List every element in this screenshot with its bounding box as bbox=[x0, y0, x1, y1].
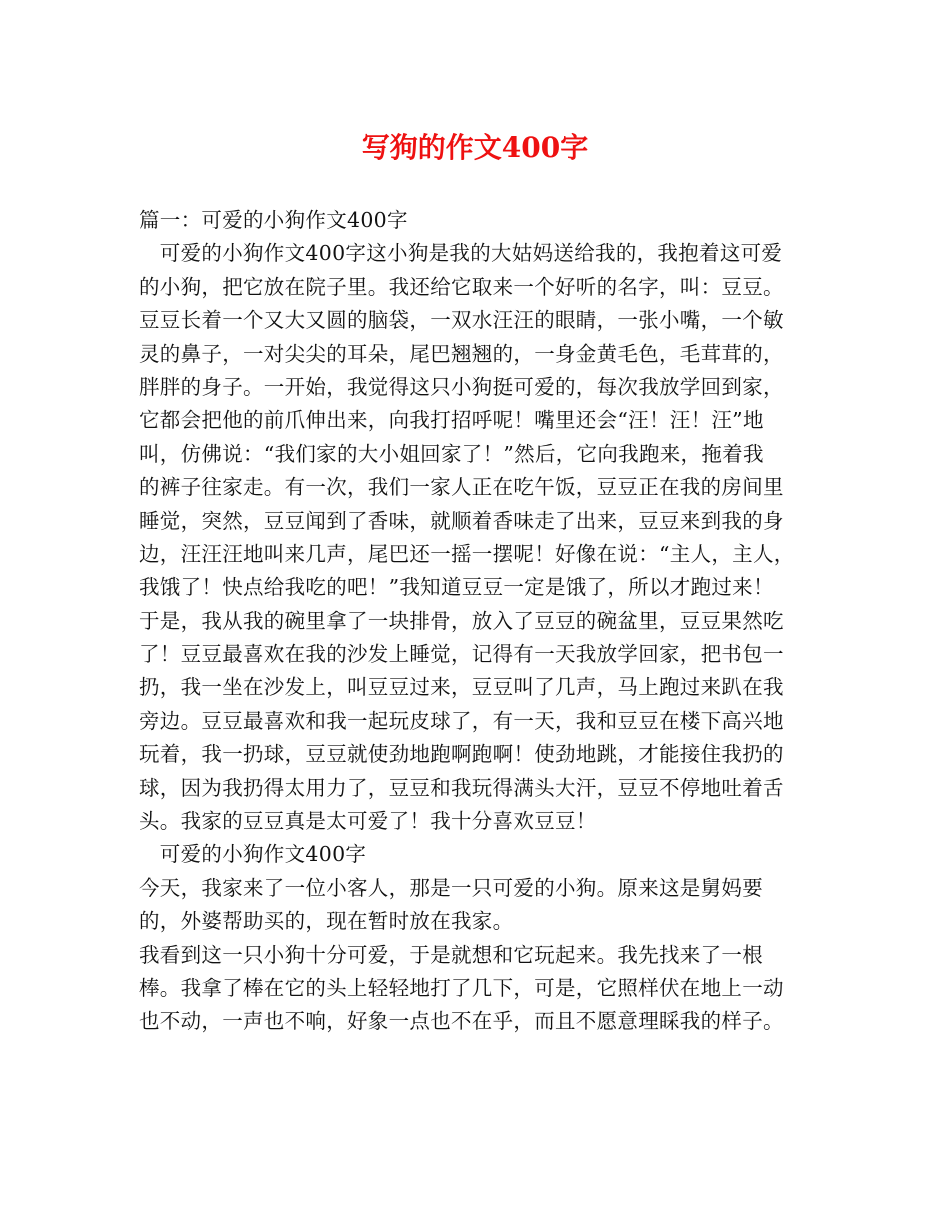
text-line: 旁边。豆豆最喜欢和我一起玩皮球了，有一天，我和豆豆在楼下高兴地 bbox=[139, 708, 784, 733]
document-body bbox=[139, 204, 819, 1039]
document-title: 写狗的作文400字 bbox=[361, 131, 589, 164]
text-line: 也不动，一声也不响，好象一点也不在乎，而且不愿意理睬我的样子。 bbox=[139, 1009, 784, 1034]
text-line: 豆豆长着一个又大又圆的脑袋，一双水汪汪的眼睛，一张小嘴，一个敏 bbox=[139, 308, 784, 333]
text-line: 睡觉，突然，豆豆闻到了香味，就顺着香味走了出来，豆豆来到我的身 bbox=[139, 508, 784, 533]
text-line: 棒。我拿了棒在它的头上轻轻地打了几下，可是，它照样伏在地上一动 bbox=[139, 975, 784, 1000]
text-line: 头。我家的豆豆真是太可爱了！我十分喜欢豆豆！ bbox=[139, 809, 597, 834]
text-line: 了！豆豆最喜欢在我的沙发上睡觉，记得有一天我放学回家，把书包一 bbox=[139, 642, 784, 667]
text-line: 灵的鼻子，一对尖尖的耳朵，尾巴翘翘的，一身金黄毛色，毛茸茸的， bbox=[139, 341, 784, 366]
text-line: 的小狗，把它放在院子里。我还给它取来一个好听的名字，叫：豆豆。 bbox=[139, 274, 784, 299]
text-line: 于是，我从我的碗里拿了一块排骨，放入了豆豆的碗盆里，豆豆果然吃 bbox=[139, 608, 784, 633]
text-line: 叫，仿佛说：“我们家的大小姐回家了！”然后，它向我跑来，拖着我 bbox=[139, 441, 764, 466]
text-line: 篇一：可爱的小狗作文400字 bbox=[139, 208, 408, 232]
text-line: 扔，我一坐在沙发上，叫豆豆过来，豆豆叫了几声，马上跑过来趴在我 bbox=[139, 675, 784, 700]
text-line: 边，汪汪汪地叫来几声，尾巴还一摇一摆呢！好像在说：“主人，主人， bbox=[139, 541, 795, 566]
text-line: 胖胖的身子。一开始，我觉得这只小狗挺可爱的，每次我放学回到家， bbox=[139, 374, 784, 399]
text-line: 的裤子往家走。有一次，我们一家人正在吃午饭，豆豆正在我的房间里 bbox=[139, 475, 784, 500]
text-line: 我看到这一只小狗十分可爱，于是就想和它玩起来。我先找来了一根 bbox=[139, 942, 763, 967]
text-line: 它都会把他的前爪伸出来，向我打招呼呢！嘴里还会“汪！汪！汪”地 bbox=[139, 408, 764, 433]
text-line: 我饿了！快点给我吃的吧！”我知道豆豆一定是饿了，所以才跑过来！ bbox=[139, 575, 774, 600]
text-line: 的，外婆帮助买的，现在暂时放在我家。 bbox=[139, 909, 514, 934]
text-line: 球，因为我扔得太用力了，豆豆和我玩得满头大汗，豆豆不停地吐着舌 bbox=[139, 775, 784, 800]
text-line: 可爱的小狗作文400字 bbox=[139, 842, 367, 867]
text-line: 今天，我家来了一位小客人，那是一只可爱的小狗。原来这是舅妈要 bbox=[139, 875, 763, 900]
text-line: 可爱的小狗作文400字这小狗是我的大姑妈送给我的，我抱着这可爱 bbox=[139, 241, 783, 266]
text-line: 玩着，我一扔球，豆豆就使劲地跑啊跑啊！使劲地跳，才能接住我扔的 bbox=[139, 742, 784, 767]
